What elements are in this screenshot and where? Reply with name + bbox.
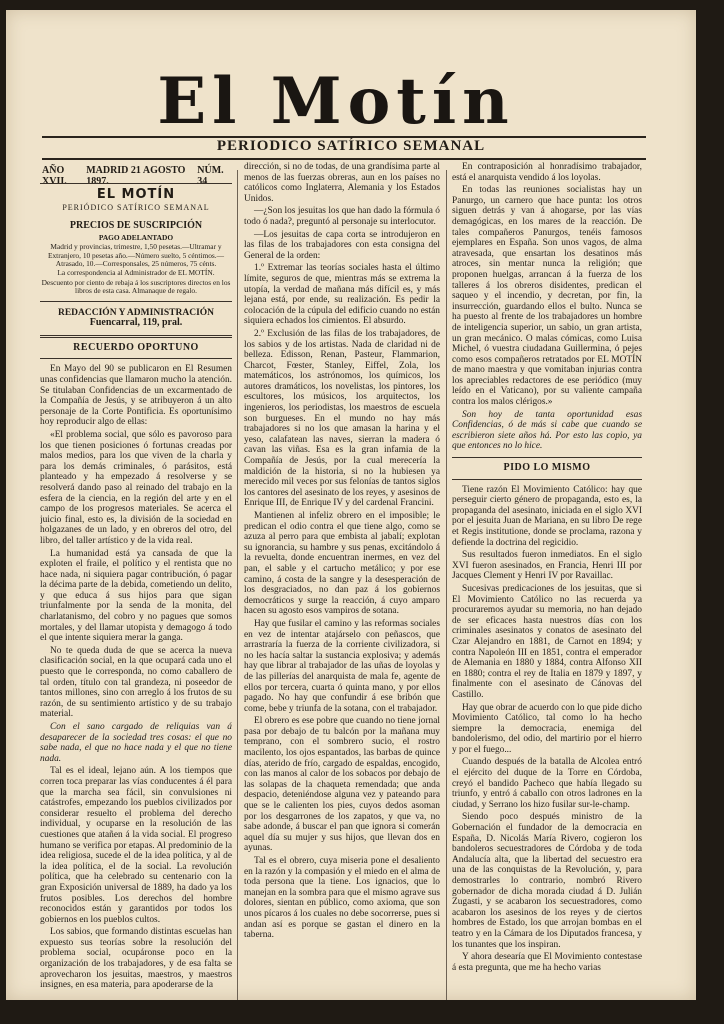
article-paragraph: Con el sano cargado de reliquias van á desaparecer de la sociedad tres cosas: el que no sabe nada, el que no hace nada y el que no tiene nada. <box>40 722 232 764</box>
article-paragraph: Tal es el obrero, cuya miseria pone el desaliento en la razón y la compasión y el miedo en el alma de toda persona que la tiene. Los ignacios, que lo manejan en la sombra para que el mismo agrave sus dolores, sientan en público, como axioma, que son unos pícaros á los cuales no debe socorrerse, pues si andan así es porque se gastan el dinero en la taberna. <box>244 856 440 941</box>
redaccion-label: REDACCIÓN Y ADMINISTRACIÓN <box>57 307 215 318</box>
article-paragraph: Mantienen al infeliz obrero en el imposible; le predican el odio contra el que tiene algo, como se azuza al perro para que embista al jabalí; explotan su ignorancia, su hambre y sus penas, excitándolo á la revuelta, donde encuentran inermes, en vez del pan, el sable y el cartucho metálico; y por ese camino, á costa de la sangre y la desesperación de los desgraciados, no dan paz á los gobiernos democráticos y surge la reacción, á cuyo amparo hacen su agosto esos vampiros de sotana. <box>244 511 440 617</box>
article-paragraph: Sus resultados fueron inmediatos. En el siglo XVI fueron asesinados, en Francia, Henri III por Jacques Clement y Henri IV por Ravaillac. <box>452 550 642 582</box>
tagline: PERIODICO SATÍRICO SEMANAL <box>216 138 486 154</box>
article-paragraph: dirección, si no de todas, de una grandísima parte al menos de las fuerzas obreras, aun en los países no católicos como Inglaterra, Alemania y los Estados Unidos. <box>244 162 440 204</box>
newspaper-page <box>6 10 696 1000</box>
prices-line: Madrid y provincias, trimestre, 1,50 pesetas.—Ultramar y Extranjero, 10 pesetas año.—Número suelto, 5 céntimos.—Atrasado, 10.—Corresponsales, 25 números, 75 cénts. <box>47 242 225 268</box>
prices-title: PRECIOS DE SUSCRIPCIÓN <box>69 220 203 232</box>
article-paragraph: Hay que obrar de acuerdo con lo que pide dicho Movimiento Católico, tal como lo ha hecho siempre la democracia, enemiga del bandolerismo, del odio, del martirio por el hierro y por el fuego... <box>452 702 642 755</box>
sidebar-subtitle: PERIÓDICO SATÍRICO SEMANAL <box>62 202 210 212</box>
article-paragraph: —¿Son los jesuitas los que han dado la fórmula ó todo ó nada?, preguntó al personaje su interlocutor. <box>244 206 440 227</box>
column-3 <box>452 162 642 994</box>
article-paragraph: «El problema social, que sólo es pavoroso para los que tienen posiciones ó fortunas creadas por malos medios, para los que viven de la charla y para los demás criminales, ó parásitos, está planteado y ha empezado á resolverse y se resolverá dando paso al reinado del trabajo en la esfera de la ciencia, en la región del arte y en el campo de los progresos materiales. Se acerca el juicio final, esto es, la división de la sociedad en holgazanes de un lado, y en obreros del otro, del libro, del taller artístico y de la vida real. <box>40 429 232 546</box>
masthead-rule-bottom <box>42 158 646 160</box>
article-paragraph: 1.º Extremar las teorías sociales hasta el último límite, seguros de que, mientras más se extrema la utopía, la verdad de mañana más difícil es, y más lejana está, por ende, su realización. Es pedir la colocación de la cúpula del edificio cuando no están siquiera echados los cimientos. El absurdo. <box>244 263 440 327</box>
article-title: RECUERDO OPORTUNO <box>73 341 199 353</box>
article-paragraph: Siendo poco después ministro de la Gobernación el fundador de la democracia en España, D. Nicolás María Rivero, cogieron los bandoleros secuestradores de Córdoba y de toda Andalucía alta, que la libertad del secuestro era una de las conquistas de la Revolución, y, para demostrarles lo contrario, nombró Rivero gobernador de dicha morada ciudad á D. Julián Zugasti, y se acabaron los secuestradores, como acabaron los asesinos de los reyes y de ciertos hombres de Estado, los que arrojan bombas en el teatro y en la Cámara de los Diputados francesa, y los tunantes que los inspiran. <box>452 812 642 950</box>
issue-year: AÑO XVII. <box>42 165 67 187</box>
column-divider-1 <box>237 170 238 1000</box>
article-title: PIDO LO MISMO <box>503 462 591 474</box>
article-paragraph: No te queda duda de que se acerca la nueva clasificación social, en la que ocupará cada uno el puesto que le corresponda, no como caballero de tal orden, título con tal grandeza, ni poseedor de tantos millones, sino con arreglo á los frutos de su razón, de su sentimiento artístico y de su trabajo material. <box>40 645 232 720</box>
prices-subtitle: PAGO ADELANTADO <box>98 232 174 242</box>
article-paragraph: El obrero es ese pobre que cuando no tiene jornal pasa por debajo de tu balcón por la mañana muy temprano, con el sombrero sucio, el rostro macilento, los ojos espantados, las barbas de quince días, aterido de frío, cargado de espaldas, encogido, con las manos al calor de los sobacos por debajo de las solapas de la chaqueta remendada; que anda despacio, deteniéndose alguna vez y pateando para que se le calienten los pies, cuyos dedos asoman por los desgarrones de los zapatos, y que va, no sabe adonde, á buscar el pan que ignora si comerán aquel día su mujer y sus hijos, que llevan dos en ayunas. <box>244 716 440 854</box>
article-paragraph: Sucesivas predicaciones de los jesuitas, que si El Movimiento Católico no las recuerda ya procuraremos ayudar su memoria, no han dejado de ser eficaces hasta nuestros días con los criminales asesinatos y conatos de asesinato del Czar Alejandro en 1881, de Carnot en 1894; y contra Napoleón III en 1851, contra el emperador de Alemania en 1880 y 1884, contra Alfonso XII en 1880; contra el rey de Italia en 1879 y 1897, y finalmente con el asesinato de Cánovas del Castillo. <box>452 583 642 700</box>
article-paragraph: Tiene razón El Movimiento Católico: hay que perseguir cierto género de propaganda, esto es, la propaganda del asesinato, iniciada en el siglo XVI por el jesuita Juan de Mariana, en su libro De rege et Regis institutione, donde se proclama, razona y defiende la doctrina del regicidio. <box>452 484 642 548</box>
article-paragraph: Son hoy de tanta oportunidad esas Confidencias, ó de más si cabe que cuando se escribieron siete años há. Por esto las copio, ya que entonces no lo hice. <box>452 409 642 452</box>
article-paragraph: La humanidad está ya cansada de que la exploten el fraile, el político y el rentista que no hace nada, ni siquiera pagar contribución, ó pagar la décima parte de la debida, cometiendo un delito, y que educa á sus hijos para que sigan triunfalmente por la senda de la monita, del charlatanismo, del cobro y no pagues que somos mortales, y del llamar utopista y demagogo á todo el que intente siquiera merar la ganga. <box>40 548 232 644</box>
prices-line: La correspondencia al Administrador de EL MOTÍN. <box>57 268 215 278</box>
article-paragraph: 2.º Exclusión de las filas de los trabajadores, de los sabios y de los artistas. Nada de claridad ni de belleza. Edisson, Renan, Pasteur, Flammarion, Charcot, Fœster, Stanley, Eiffel, Zola, los matemáticos, los astrónomos, los químicos, los autores dramáticos, los novelistas, los pintores, los escultores, los músicos, los arquitectos, los ingenieros, los periodistas, los maestros de escuela son burgueses. En el mundo no hay más trabajadores si no los que amasan la harina y el yeso, calafatean las naves, sierran la madera ó cavan las viñas. Esa es la gran infamia de la Compañía de Jesús, por la cual merecería la maldición de la historia, si no la hubiesen ya merecido mil veces por sus felonías de tantos siglos los cantores del asesinato de los reyes, y asesinos de Enrique III, de Enrique IV y del cardenal Francini. <box>244 328 440 509</box>
article-paragraph: En Mayo del 90 se publicaron en El Resumen unas confidencias que llamaron mucho la atención. Se titulaban Confidencias de un excarmentado de la Compañía de Jesús, y se atribuyeron á un alto personaje de la Corte Pontificia. Es oportunísimo hoy reproducir algo de ellas: <box>40 364 232 428</box>
article-paragraph: En contraposición al honradísimo trabajador, está el anarquista vendido á los loyolas. <box>452 162 642 183</box>
column-1 <box>40 178 232 996</box>
address: Fuencarral, 119, pral. <box>89 317 183 329</box>
article-paragraph: —Los jesuitas de capa corta se introdujeron en las filas de los trabajadores con esta consigna del General de la orden: <box>244 229 440 261</box>
column-divider-2 <box>446 170 447 1000</box>
article-paragraph: Y ahora desearía que El Movimiento contestase á esta pregunta, que me ha hecho varias <box>452 952 642 973</box>
issue-date: MADRID 21 AGOSTO 1897. <box>86 165 186 187</box>
sidebar-title: EL MOTÍN <box>96 187 176 202</box>
issue-number: NÚM. 34 <box>197 165 224 187</box>
article-paragraph: Hay que fusilar el camino y las reformas sociales en vez de intentar atajárselo con peñascos, que arrastraría la fuerza de la corriente civilizadora, si no les hacía saltar la sustancia explosiva; y además hay que librar al trabajador de las uñas de loyolas y de las pillerías del anarquista de mala fe, agente de ellos por tercera, cuarta ó quinta mano, y por ellos pagado. No hay que confundir á ese bribón que come, bebe y triunfa de la sotana, con el trabajador. <box>244 618 440 714</box>
article-paragraph: Tal es el ideal, lejano aún. A los tiempos que corren toca preparar las vías conducentes á él para que la marcha sea fácil, sin convulsiones ni catástrofes, empezando los pueblos civilizados por considerar resuelto el problema del derecho individual, y ocuparse en la resolución de las cuestiones que atañen á la vida social. El progreso humano se verifica por etapas. Al predominio de la idea religiosa, sucede el de la idea política, y al de la idea política, el de la social. La revolución política, que ha celebrado su centenario con la gran Exposición universal de 1889, ha dado ya los frutos posibles. Los derechos del hombre reconocidos están y garantidos por todos los gobiernos en los pueblos cultos. <box>40 766 232 925</box>
prices-line: Descuento por ciento de rebaja á los suscriptores directos en los libros de esta casa. Almanaque de regalo. <box>41 277 231 296</box>
article-paragraph: En todas las reuniones socialistas hay un Panurgo, un carnero que hace punta: los otros siguen detrás y van á ahogarse, por las vías demagógicas, en los mares de la reacción. De tales compañeros Panurgos, tenéis famosos ejemplares en España. Son unos vagos, de alma atravesada, que ensartan los desatinos más atroces, sin mentar nunca la religión; que proponen huelgas, arrancan á la fuerza de los talleres á los obreros disidentes, predican el saqueo y el incendio, y decretan, por fin, la insurrección, guardando ellos el bulto. Nunca se ha puesto al frente de los trabajadores un hombre de inteligencia superior, un sabio, un gran artista, un gran mecánico. O malas cómicas, como Luisa Michel, ó vuestra ciudadana Guillermina, ó pejes como esos compañeros retratados por EL MOTÍN de mano maestra y que vomitaban injurias contra los apreciables redactores de ese periódico (muy leído en el Vaticano), por su valiente campaña contra los malos clérigos.» <box>452 185 642 408</box>
article-paragraph: Cuando después de la batalla de Alcolea entró el ejército del duque de la Torre en Córdoba, creyó el bandido Pacheco que había llegado su triunfo, y entró á caballo con otros ladrones en la ciudad, y Serrano los hizo fusilar sur-le-champ. <box>452 757 642 810</box>
article-paragraph: Los sabios, que formando distintas escuelas han expuesto sus teorías sobre la resolución del problema social, ocupáronse poco en la organización de los trabajadores, y de esa falta se aprovecharon los jesuitas, maestros, y maestros insignes, en esa materia, para apoderarse de la <box>40 927 232 991</box>
column-2 <box>244 162 440 994</box>
masthead: El Motín <box>157 64 515 139</box>
